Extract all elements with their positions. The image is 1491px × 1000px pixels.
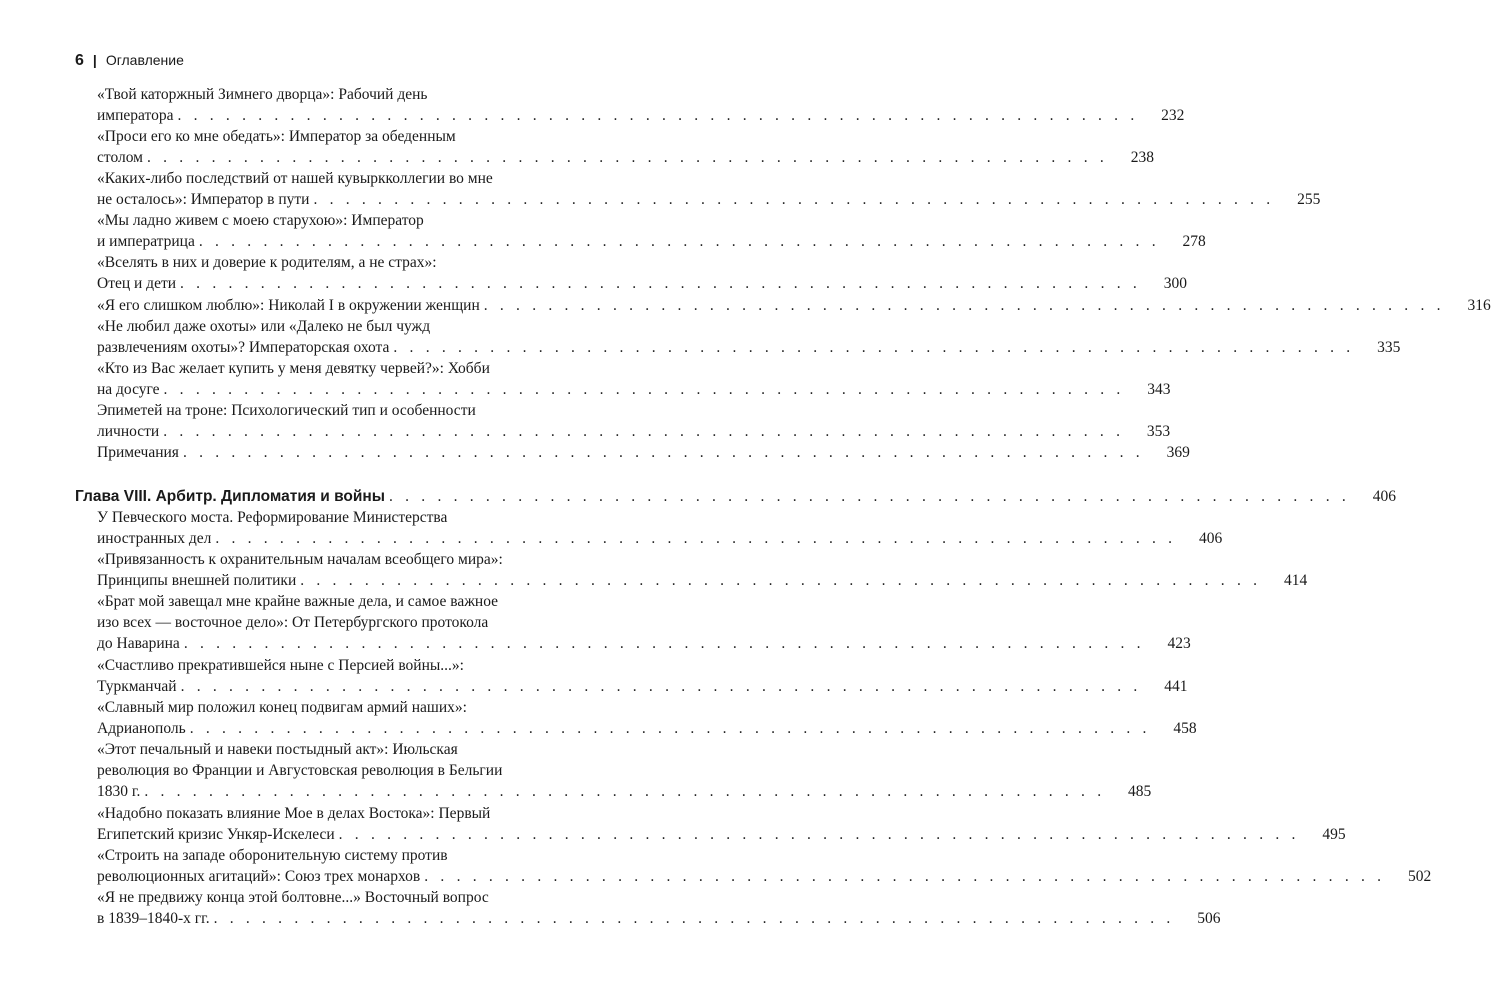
toc-entry-text: «Проси его ко мне обедать»: Император за обеденным [97,128,456,145]
leader-dots: . . . . . . . . . . . . . . . . . . . . . . . . . . . . . . . . . . . . . . . . . . . . . . . . . . . . . . . . . . . . [300,572,1262,589]
toc-entry-line [97,168,493,190]
toc-entry-line [97,781,1152,803]
toc-entry-text: не осталось»: Император в пути [97,191,310,208]
leader-dots: . . . . . . . . . . . . . . . . . . . . . . . . . . . . . . . . . . . . . . . . . . . . . . . . . . . . . . . . . . . . [424,868,1386,885]
leader-dots: . . . . . . . . . . . . . . . . . . . . . . . . . . . . . . . . . . . . . . . . . . . . . . . . . . . . . . . . . . . . [213,910,1175,927]
toc-entry-line [97,189,1321,211]
toc-entry-text: императора [97,107,174,124]
toc-page-number: 441 [1164,678,1188,695]
toc-entry-line [97,507,447,529]
toc-entry-text: «Славный мир положил конец подвигам армий наших»: [97,699,467,716]
toc-page-number: 353 [1146,423,1171,440]
toc-entry-line [97,908,1221,930]
toc-entry-line [97,845,448,867]
toc-entry-text: «Каких-либо последствий от нашей кувыркколлегии во мне [97,170,493,187]
toc-entry-text: иностранных дел [97,530,212,547]
toc-page-number: 414 [1283,572,1308,589]
toc-entry-text: У Певческого моста. Реформирование Министерства [97,509,448,526]
toc-entry-line [97,887,489,909]
leader-dots: . . . . . . . . . . . . . . . . . . . . . . . . . . . . . . . . . . . . . . . . . . . . . . . . . . . . . . . . . . . . [163,381,1125,398]
toc-page-number: 502 [1407,868,1432,885]
toc-entry-line [97,316,430,338]
leader-dots: . . . . . . . . . . . . . . . . . . . . . . . . . . . . . . . . . . . . . . . . . . . . . . . . . . . . . . . . . . . . [183,635,1145,652]
toc-page-number: 495 [1322,826,1346,843]
toc-entry-line [97,549,503,571]
toc-entry-line [97,803,490,825]
toc-page-number: 485 [1128,783,1152,800]
toc-entry-line [97,379,1171,401]
toc-page-number: 300 [1163,275,1187,292]
leader-dots: . . . . . . . . . . . . . . . . . . . . . . . . . . . . . . . . . . . . . . . . . . . . . . . . . . . . . . . . . . . . [215,530,1177,547]
toc-page-number: 278 [1182,233,1206,250]
toc-page-number: 343 [1147,381,1171,398]
toc-entry-line [97,591,498,613]
toc-entry-text: личности [97,423,160,440]
toc-entry-text: революция во Франции и Августовская революция в Бельгии [97,762,503,779]
leader-dots: . . . . . . . . . . . . . . . . . . . . . . . . . . . . . . . . . . . . . . . . . . . . . . . . . . . . . . . . . . . . [180,678,1142,695]
toc-page-number: 255 [1297,191,1321,208]
toc-entry-line [97,570,1308,592]
toc-page-number: 506 [1197,910,1221,927]
toc-page-number: 406 [1372,488,1396,505]
toc-entry-text: «Привязанность к охранительным началам всеобщего мира»: [97,551,503,568]
toc-entry-line [97,400,476,422]
toc-page-number: 335 [1377,339,1401,356]
toc-entry-line [97,633,1191,655]
toc-entry-text: Глава VIII. Арбитр. Дипломатия и войны [75,488,385,505]
toc-entry-text: изо всех — восточное дело»: От Петербургского протокола [97,614,489,631]
toc-entry-text: «Я его слишком люблю»: Николай I в окружении женщин [97,297,480,314]
toc-entry-text: «Мы ладно живем с моею старухою»: Император [97,212,424,229]
toc-entry-line [97,655,464,677]
page-number: 6 [75,52,84,69]
toc-entry-text: «Вселять в них и доверие к родителям, а не страх»: [97,254,437,271]
leader-dots: . . . . . . . . . . . . . . . . . . . . . . . . . . . . . . . . . . . . . . . . . . . . . . . . . . . . . . . . . . . . [389,488,1350,505]
toc-entry-line [97,739,458,761]
leader-dots: . . . . . . . . . . . . . . . . . . . . . . . . . . . . . . . . . . . . . . . . . . . . . . . . . . . . . . . . . . . . [313,191,1275,208]
toc-entry-text: «Не любил даже охоты» или «Далеко не был чужд [97,318,431,335]
toc-entry-line [97,528,1223,550]
toc-entry-line [97,718,1197,740]
leader-dots: . . . . . . . . . . . . . . . . . . . . . . . . . . . . . . . . . . . . . . . . . . . . . . . . . . . . . . . . . . . . [163,423,1125,440]
toc-entry-line [97,210,424,232]
toc-page-number: 458 [1173,720,1197,737]
toc-entry-line [97,337,1401,359]
toc-entry-line [97,442,1190,464]
toc-page-number: 369 [1166,444,1190,461]
toc-entry-line [97,612,488,634]
toc-entry-text: революционных агитаций»: Союз трех монархов [97,868,421,885]
toc-entry-line [97,697,467,719]
section-title: Оглавление [105,52,184,68]
running-head [75,52,184,70]
leader-dots: . . . . . . . . . . . . . . . . . . . . . . . . . . . . . . . . . . . . . . . . . . . . . . . . . . . . . . . . . . . . [180,275,1141,292]
leader-dots: . . . . . . . . . . . . . . . . . . . . . . . . . . . . . . . . . . . . . . . . . . . . . . . . . . . . . . . . . . . . [338,826,1300,843]
toc-entry-text: Эпиметей на троне: Психологический тип и особенности [97,402,476,419]
toc-entry-line [75,486,1396,508]
toc-entry-text: на досуге [97,381,160,398]
leader-dots: . . . . . . . . . . . . . . . . . . . . . . . . . . . . . . . . . . . . . . . . . . . . . . . . . . . . . . . . . . . . [483,297,1445,314]
toc-entry-text: «Счастливо прекратившейся ныне с Персией войны...»: [97,657,464,674]
leader-dots: . . . . . . . . . . . . . . . . . . . . . . . . . . . . . . . . . . . . . . . . . . . . . . . . . . . . . . . . . . . . [147,149,1108,166]
leader-dots: . . . . . . . . . . . . . . . . . . . . . . . . . . . . . . . . . . . . . . . . . . . . . . . . . . . . . . . . . . . . [198,233,1160,250]
toc-page-number: 316 [1467,297,1491,314]
toc-entry-line [97,421,1171,443]
toc-entry-line [97,295,1491,317]
leader-dots: . . . . . . . . . . . . . . . . . . . . . . . . . . . . . . . . . . . . . . . . . . . . . . . . . . . . . . . . . . . . [144,783,1106,800]
toc-entry-text: Египетский кризис Ункяр-Искелеси [97,826,335,843]
toc-entry-text: развлечениям охоты»? Императорская охота [97,339,390,356]
toc-page-number: 423 [1167,635,1191,652]
toc-entry-text: и императрица [97,233,195,250]
toc-page-number: 232 [1161,107,1185,124]
toc-entry-text: Адрианополь [97,720,186,737]
toc-entry-text: Отец и дети [97,275,177,292]
toc-entry-line [97,252,437,274]
toc-entry-text: «Я не предвижу конца этой болтовне...» Восточный вопрос [97,889,489,906]
toc-entry-text: Примечания [97,444,179,461]
leader-dots: . . . . . . . . . . . . . . . . . . . . . . . . . . . . . . . . . . . . . . . . . . . . . . . . . . . . . . . . . . . . [189,720,1151,737]
toc-entry-line [97,105,1185,127]
toc-entry-line [97,126,456,148]
toc-entry-line [97,358,490,380]
toc-entry-text: «Этот печальный и навеки постыдный акт»: Июльская [97,741,458,758]
toc-entry-line [97,147,1154,169]
toc-entry-line [97,824,1346,846]
toc-entry-text: «Кто из Вас желает купить у меня девятку червей?»: Хобби [97,360,490,377]
toc-entry-text: 1830 г. [97,783,141,800]
toc-entry-text: «Надобно показать влияние Мое в делах Востока»: Первый [97,805,491,822]
header-separator: | [92,52,97,68]
toc-entry-text: столом [97,149,143,166]
toc-entry-line [97,84,427,106]
leader-dots: . . . . . . . . . . . . . . . . . . . . . . . . . . . . . . . . . . . . . . . . . . . . . . . . . . . . . . . . . . . . [177,107,1139,124]
leader-dots: . . . . . . . . . . . . . . . . . . . . . . . . . . . . . . . . . . . . . . . . . . . . . . . . . . . . . . . . . . . . [182,444,1144,461]
toc-entry-line [97,273,1187,295]
toc-entry-text: Принципы внешней политики [97,572,297,589]
toc-entry-text: «Брат мой завещал мне крайне важные дела, и самое важное [97,593,499,610]
toc-entry-text: «Строить на западе оборонительную систему против [97,847,448,864]
toc-entry-line [97,760,502,782]
toc-entry-line [97,866,1432,888]
toc-entry-text: Туркманчай [97,678,177,695]
toc-page-number: 238 [1130,149,1154,166]
toc-page-number: 406 [1199,530,1223,547]
toc-entry-text: до Наварина [97,635,180,652]
toc-entry-line [97,676,1188,698]
toc-entry-text: «Твой каторжный Зимнего дворца»: Рабочий день [97,86,428,103]
toc-entry-text: в 1839–1840-х гг. [97,910,210,927]
toc-entry-line [97,231,1206,253]
leader-dots: . . . . . . . . . . . . . . . . . . . . . . . . . . . . . . . . . . . . . . . . . . . . . . . . . . . . . . . . . . . . [393,339,1355,356]
